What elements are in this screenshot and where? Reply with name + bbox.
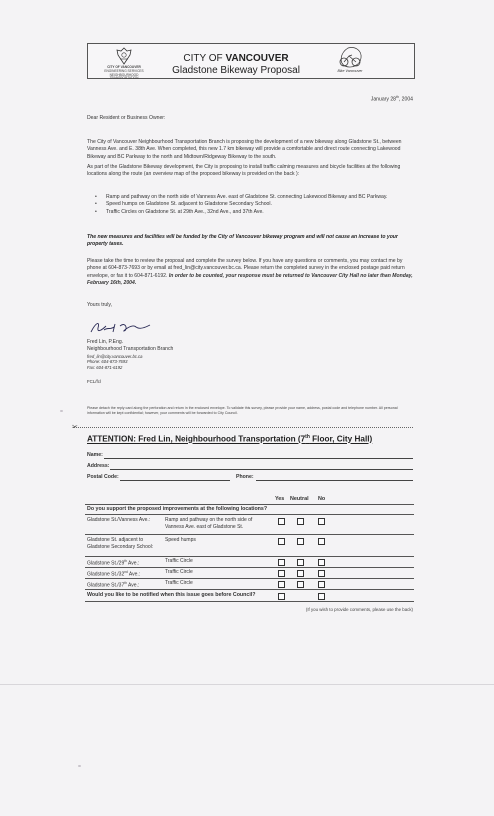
address-label: Address:	[87, 463, 110, 469]
city-title-prefix: CITY OF	[183, 53, 226, 64]
location-text: Gladstone St./29	[87, 560, 125, 567]
notify-question: Would you like to be notified when this issue goes before Council?	[87, 592, 256, 598]
intro-paragraph: The City of Vancouver Neighbourhood Transportation Branch is proposing the development of a new bikeway along Gladstone St., between Vanness Ave. and E. 38th Ave. When completed, this new 1.7 km bikeway will provide a comfortable and direct route connecting Lakewood Bikeway and BC Parkway to the north and Midtown/Ridgeway Bikeway to the south.	[87, 139, 402, 160]
postal-code-field[interactable]	[120, 480, 230, 481]
letter-date	[300, 95, 413, 103]
city-title	[148, 53, 324, 64]
table-rule	[85, 534, 414, 535]
neutral-checkbox[interactable]	[297, 518, 304, 525]
signer-branch: Neighbourhood Transportation Branch	[87, 346, 174, 353]
notify-yes-checkbox[interactable]	[278, 593, 285, 600]
neutral-checkbox[interactable]	[297, 559, 304, 566]
location-end: Ave.:	[126, 560, 140, 567]
instructions-text: Please take the time to review the proposal and complete the survey below. If you have any questions or comments, you may contact me by phone at 604-873-7693 or by email at fred_lin@city.vancouver.bc.ca. Please return the completed survey in the enclosed postage paid return envelope, or fax it to 604-871-6192.	[87, 258, 405, 279]
location-sup: th	[124, 581, 127, 585]
letterhead-box	[87, 43, 415, 79]
location-sup: th	[124, 559, 127, 563]
row-measure: Traffic Circle	[165, 558, 193, 564]
scan-fold-line	[0, 684, 494, 685]
signer-block	[87, 339, 173, 370]
date-year: , 2004	[398, 96, 413, 103]
date-sup: th	[396, 95, 399, 99]
signer-phone: Phone: 604-873-7693	[87, 359, 128, 365]
perforation-line	[73, 427, 413, 428]
attention-sup: th	[305, 434, 310, 440]
no-checkbox[interactable]	[318, 581, 325, 588]
signature-icon	[88, 318, 158, 338]
table-rule	[85, 601, 414, 602]
detach-instructions: Please detach the reply card along the perforation and return in the enclosed envelope. To validate this survey, please provide your name, address, postal code and telephone number. All personal information will be kept confidential; however, your comments will be forwarded to City Council.	[87, 406, 398, 415]
signer-fax: Fax: 604-871-6192	[87, 364, 123, 370]
table-rule	[85, 514, 414, 515]
yes-checkbox[interactable]	[278, 570, 285, 577]
table-rule	[85, 567, 414, 568]
yes-checkbox[interactable]	[278, 559, 285, 566]
neutral-checkbox[interactable]	[297, 538, 304, 545]
scan-speck	[78, 765, 81, 767]
measures-paragraph: As part of the Gladstone Bikeway development, the City is proposing to install traffic calming measures and bicycle facilities at the following locations along the route (an overview map of the proposed bikeway is provided on the back ):	[87, 164, 401, 178]
attention-end: Floor, City Hall)	[309, 434, 373, 444]
list-item: • Speed humps on Gladstone St. adjacent to Gladstone Secondary School.	[95, 201, 413, 208]
row-location: Gladstone St./Vanness Ave.:	[87, 517, 151, 523]
neutral-checkbox[interactable]	[297, 570, 304, 577]
closing: Yours truly,	[87, 302, 112, 308]
attention-heading	[87, 434, 417, 444]
no-checkbox[interactable]	[318, 559, 325, 566]
table-rule	[85, 504, 414, 505]
city-title-name: VANCOUVER	[225, 53, 289, 64]
crest-caption-2: ENGINEERING SERVICES	[104, 69, 144, 73]
table-rule	[85, 578, 414, 579]
city-crest-icon	[114, 47, 134, 65]
column-yes: Yes	[275, 496, 285, 502]
date-day: January 28	[370, 96, 396, 103]
funding-statement: The new measures and facilities will be funded by the City of Vancouver bikeway program and will not cause an increase to your property taxes.	[87, 234, 398, 248]
proposal-title: Gladstone Bikeway Proposal	[172, 65, 300, 76]
yes-checkbox[interactable]	[278, 518, 285, 525]
neutral-checkbox[interactable]	[297, 581, 304, 588]
row-location: Gladstone St. adjacent to Gladstone Secondary School:	[87, 537, 154, 550]
scan-speck	[60, 410, 63, 412]
phone-field[interactable]	[256, 480, 413, 481]
row-measure: Speed humps	[165, 537, 196, 543]
phone-label: Phone:	[236, 474, 254, 480]
table-rule	[85, 589, 414, 590]
notify-no-checkbox[interactable]	[318, 593, 325, 600]
no-checkbox[interactable]	[318, 518, 325, 525]
name-field[interactable]	[104, 458, 413, 459]
list-item: • Ramp and pathway on the north side of Vanness Ave. east of Gladstone St. connecting Lakewood Bikeway and BC Parkway.	[95, 194, 413, 201]
postal-code-label: Postal Code:	[87, 474, 119, 480]
location-end: Ave.:	[126, 582, 140, 589]
scissors-icon: ✂	[72, 424, 78, 431]
no-checkbox[interactable]	[318, 538, 325, 545]
comments-footnote: (If you wish to provide comments, please use the back)	[305, 607, 413, 612]
locations-list	[95, 194, 413, 216]
address-field[interactable]	[110, 469, 413, 470]
signer-name: Fred Lin, P.Eng.	[87, 339, 124, 345]
location-end: Ave.:	[127, 571, 141, 578]
yes-checkbox[interactable]	[278, 538, 285, 545]
table-rule	[85, 556, 414, 557]
deadline-text: In order to be counted, your response must be returned to Vancouver City Hall no later than Monday, February 16th, 2004.	[87, 272, 413, 286]
row-measure: Traffic Circle	[165, 569, 193, 575]
list-item: • Traffic Circles on Gladstone St. at 29th Ave., 32nd Ave., and 37th Ave.	[95, 209, 413, 216]
no-checkbox[interactable]	[318, 570, 325, 577]
column-no: No	[318, 496, 326, 502]
crest-caption-1: CITY OF VANCOUVER	[107, 65, 141, 69]
column-neutral: Neutral	[290, 496, 309, 502]
row-measure: Ramp and pathway on the north side of Vanness Ave. east of Gladstone St.	[165, 517, 253, 530]
name-label: Name:	[87, 452, 103, 458]
signer-email: fred_lin@city.vancouver.bc.ca	[87, 353, 143, 359]
location-text: Gladstone St./37	[87, 582, 125, 589]
location-text: Gladstone St./32	[87, 571, 125, 578]
initials: FCL/fcl	[87, 379, 101, 384]
bike-logo-caption: Bike Vancouver	[337, 69, 363, 73]
crest-caption-3: NEIGHBOURHOOD TRANSPORTATION	[109, 72, 139, 81]
row-measure: Traffic Circle	[165, 580, 193, 586]
location-sup: nd	[124, 570, 128, 574]
support-question: Do you support the proposed improvements at the following locations?	[87, 506, 268, 512]
yes-checkbox[interactable]	[278, 581, 285, 588]
attention-text: ATTENTION: Fred Lin, Neighbourhood Transportation (7	[87, 434, 306, 444]
city-crest	[96, 47, 152, 81]
instructions-paragraph	[87, 258, 413, 287]
salutation: Dear Resident or Business Owner:	[87, 115, 166, 121]
